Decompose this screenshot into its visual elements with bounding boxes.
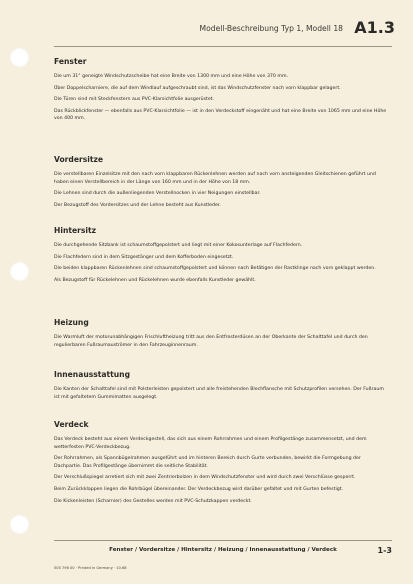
section-title: Fenster bbox=[54, 57, 87, 66]
section-title: Innenausstattung bbox=[54, 370, 131, 379]
section-title: Verdeck bbox=[54, 420, 89, 429]
paragraph: Die Kickenleisten (Scharnier) des Gestelles werden mit PVC-Schutzkappen verdeckt. bbox=[54, 498, 252, 504]
paragraph: Der Verschlußspiegel arretiert sich mit zwei Zentrierbolzen in dem Windschutzfenster und wird durch zwei Verschlüsse gesperrt. bbox=[54, 475, 356, 481]
paragraph: Beim Zurückklappen liegen die Rohrbügel übereinander. Der Verdeckbezug wird darüber gefaltet und mit Gurten befestigt. bbox=[54, 486, 344, 492]
paragraph: Über Doppelscharniere, die auf dem Windlauf aufgeschraubt sind, ist das Windschutzfenster nach vorn klappbar gelagert. bbox=[54, 85, 341, 91]
paragraph: Die Warmluft der motorunabhängigen Frischluftheizung tritt aus den Entfrosterdüsen an der Oberkante der Schalttafel und durch den regulierbaren Fußraumauströmer in den Fahrzeuginnenraum. bbox=[54, 335, 368, 348]
paragraph: Die Kanten der Schalttafel sind mit Polsterleisten gepolstert und alle freistehenden Blechflansche mit Schutzprofilen versehen. Der Fußraum ist mit gefaltetem Gummimatten ausgelegt. bbox=[54, 387, 384, 400]
header-title: Modell-Beschreibung Typ 1, Modell 18 bbox=[199, 24, 343, 33]
page-header bbox=[40, 18, 395, 42]
paragraph: Der Bezugstoff des Vordersitzes und der Lehne besteht aus Kunstleder. bbox=[54, 202, 221, 208]
page-number: 1-3 bbox=[377, 546, 392, 555]
paragraph: Die durchgehende Sitzbank ist schaumstoffgepolstert und liegt mit einer Kokosunterlage auf Flachfedern. bbox=[54, 243, 303, 248]
section-heizung bbox=[54, 318, 389, 353]
footer-divider bbox=[54, 540, 392, 541]
paragraph: Die um 31° geneigte Windschutzscheibe hat eine Breite von 1300 mm und eine Höhe von 370 mm. bbox=[54, 74, 289, 79]
paragraph: Der Rohrrahmen, als Spannbügelrahmen ausgeführt und im hinteren Bereich durch Gurte verbunden, bewirkt die Formgebung der Dachpartie. Das Profilgestänge übernimmt die seitliche Stabilität. bbox=[54, 456, 361, 469]
paragraph: Als Bezugstoff für Rückelehnen und Rückelehnen wurde ebenfalls Kunstleder gewählt. bbox=[54, 277, 256, 283]
section-verdeck bbox=[54, 420, 389, 509]
section-title: Vordersitze bbox=[54, 155, 104, 164]
header-code: A1.3 bbox=[354, 18, 395, 37]
paragraph: Die Lehnen sind durch die außenliegenden Verstellnocken in vier Neigungen einstellbar. bbox=[54, 191, 261, 197]
footer-section-list: Fenster / Vordersitze / Hintersitz / Heizung / Innenausstattung / Verdeck bbox=[109, 547, 337, 553]
paragraph: Die Türen sind mit Steckfenstern aus PVC-Klarsichtfolie ausgerüstet. bbox=[54, 97, 215, 103]
section-fenster bbox=[54, 57, 389, 127]
header-divider bbox=[54, 46, 392, 47]
paragraph: Das Rückblickfenster — ebenfalls aus PVC-Klarsichtfolie — ist in den Verdeckstoff eingenäht und hat eine Breite von 1065 mm und eine Höhe von 400 mm. bbox=[54, 108, 387, 122]
punch-hole bbox=[10, 48, 29, 67]
paragraph: Die beiden klappbaren Rückenlehnen sind schaumstoffgepolstert und können nach Betätigen der Rastklinge nach vorn geklappt werden. bbox=[54, 266, 376, 272]
paragraph: Die Flachfedern sind in dem Sitzgestänger und dem Kofferboden eingesetzt. bbox=[54, 254, 234, 260]
paragraph: Die verstellbaren Einzelsitze mit den nach vorn klappbaren Rückenlehnen werden auf nach vorn ansteigenden Gleitschienen geführt und haben einen Verstellbereich in der Länge von 160 mm und in der Höhe von 18 mm. bbox=[54, 172, 376, 185]
section-hintersitz bbox=[54, 226, 389, 288]
section-vordersitze bbox=[54, 155, 389, 213]
section-innenausstattung bbox=[54, 370, 389, 405]
paragraph: Das Verdeck besteht aus einem Verdeckgestell, das sich aus einem Rohrrahmen und einem Profilgestänge zusammensetzt, und dem wetterfesten PVC-Verdeckbezug. bbox=[54, 437, 367, 450]
print-imprint: 500 796 00 · Printed in Germany · 10.68 bbox=[54, 566, 127, 570]
punch-hole bbox=[10, 515, 29, 534]
punch-hole bbox=[10, 262, 29, 281]
section-title: Heizung bbox=[54, 318, 89, 327]
section-title: Hintersitz bbox=[54, 226, 97, 235]
